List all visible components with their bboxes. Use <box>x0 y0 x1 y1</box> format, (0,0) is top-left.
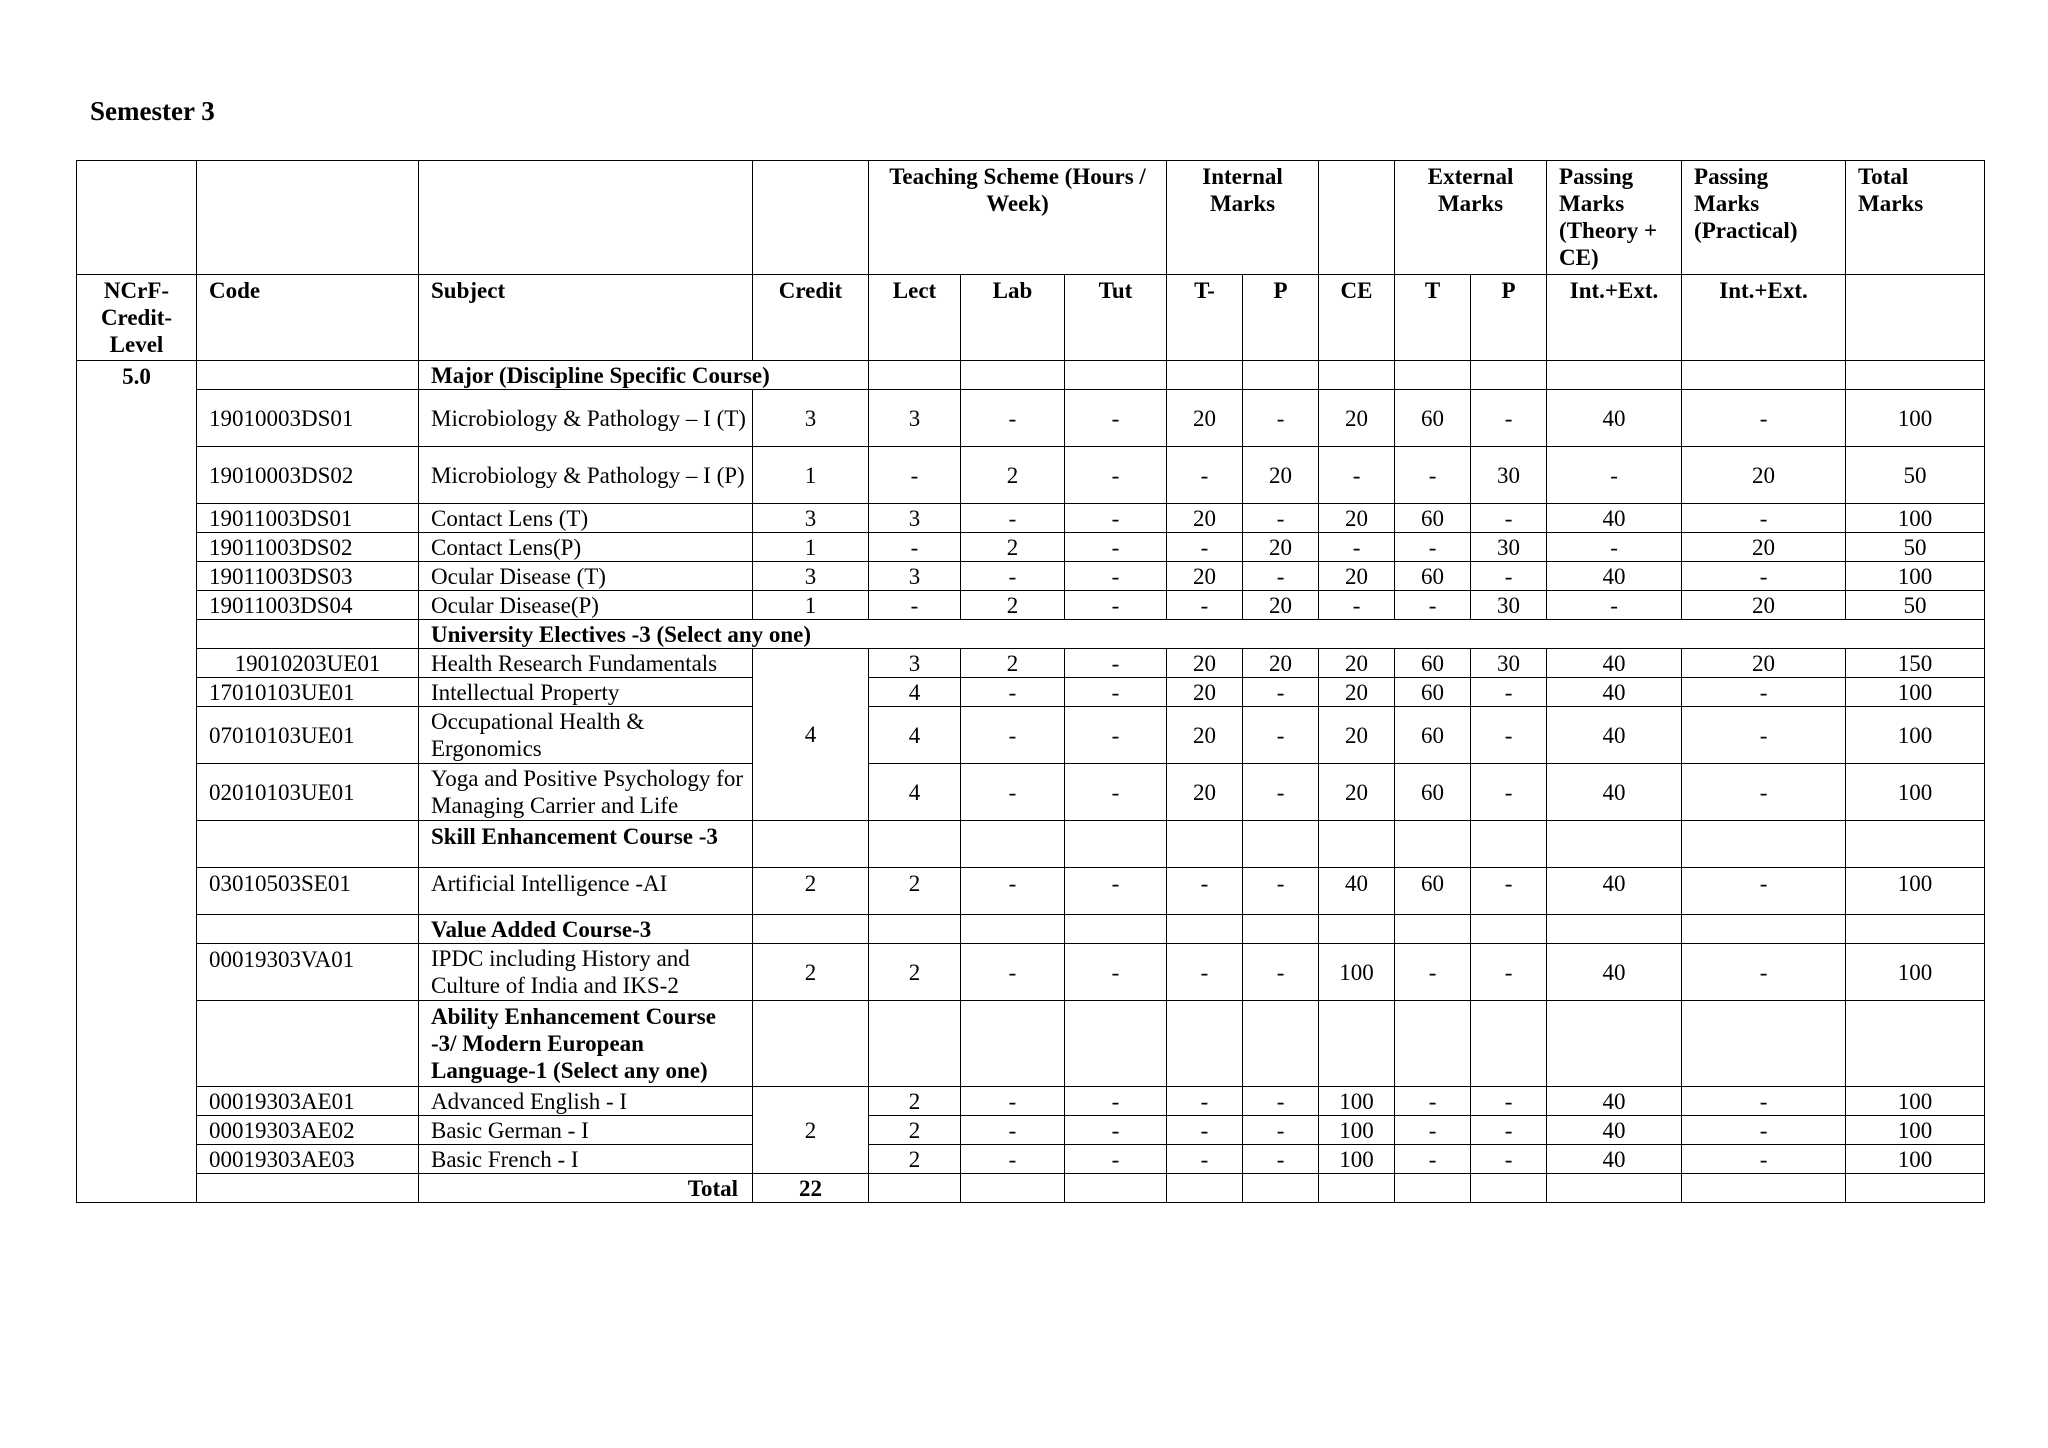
col-passing-theory: Int.+Ext. <box>1547 275 1682 361</box>
row-total: 100 <box>1846 944 1985 1001</box>
row-external-p: - <box>1471 1116 1547 1145</box>
row-ce: - <box>1319 447 1395 504</box>
row-external-p: - <box>1471 764 1547 821</box>
row-tut: - <box>1065 1145 1167 1174</box>
row-total: 50 <box>1846 533 1985 562</box>
row-external-p: - <box>1471 868 1547 915</box>
row-passing-theory: 40 <box>1547 562 1682 591</box>
row-passing-practical: - <box>1682 562 1846 591</box>
col-internal-p: P <box>1243 275 1319 361</box>
row-subject: Ocular Disease (T) <box>419 562 753 591</box>
row-lab: 2 <box>961 533 1065 562</box>
row-internal-t: 20 <box>1167 678 1243 707</box>
row-external-p: - <box>1471 562 1547 591</box>
row-total: 100 <box>1846 1087 1985 1116</box>
row-passing-theory: 40 <box>1547 868 1682 915</box>
row-tut: - <box>1065 447 1167 504</box>
row-internal-p: - <box>1243 562 1319 591</box>
total-label: Total <box>419 1174 753 1203</box>
row-ce: 20 <box>1319 504 1395 533</box>
row-external-t: 60 <box>1395 868 1471 915</box>
table-row <box>77 707 1985 764</box>
table-row <box>77 649 1985 678</box>
row-internal-t: - <box>1167 533 1243 562</box>
row-passing-theory: - <box>1547 533 1682 562</box>
col-lab: Lab <box>961 275 1065 361</box>
row-code: 19011003DS04 <box>197 591 419 620</box>
row-credit: 3 <box>753 504 869 533</box>
row-lect: 4 <box>869 707 961 764</box>
row-lect: 2 <box>869 1087 961 1116</box>
row-passing-practical: - <box>1682 707 1846 764</box>
total-row <box>77 1174 1985 1203</box>
row-total: 150 <box>1846 649 1985 678</box>
row-credit: 1 <box>753 533 869 562</box>
row-internal-p: 20 <box>1243 533 1319 562</box>
row-code: 00019303AE02 <box>197 1116 419 1145</box>
credit-level-value: 5.0 <box>77 361 197 1203</box>
section-university-electives: University Electives -3 (Select any one) <box>419 620 1985 649</box>
row-lect: 3 <box>869 649 961 678</box>
row-passing-practical: 20 <box>1682 649 1846 678</box>
row-internal-t: - <box>1167 868 1243 915</box>
row-ce: 100 <box>1319 1116 1395 1145</box>
row-external-p: 30 <box>1471 447 1547 504</box>
semester-table <box>76 160 1985 1203</box>
page-title: Semester 3 <box>90 96 215 126</box>
row-internal-t: - <box>1167 1116 1243 1145</box>
row-internal-p: - <box>1243 390 1319 447</box>
row-internal-t: - <box>1167 591 1243 620</box>
row-tut: - <box>1065 562 1167 591</box>
row-external-t: 60 <box>1395 764 1471 821</box>
table-row <box>77 504 1985 533</box>
row-lab: - <box>961 868 1065 915</box>
row-code: 19010003DS01 <box>197 390 419 447</box>
row-internal-p: - <box>1243 944 1319 1001</box>
row-passing-practical: - <box>1682 1145 1846 1174</box>
row-tut: - <box>1065 504 1167 533</box>
row-lab: 2 <box>961 447 1065 504</box>
row-total: 100 <box>1846 504 1985 533</box>
row-total: 100 <box>1846 764 1985 821</box>
row-passing-theory: 40 <box>1547 504 1682 533</box>
row-tut: - <box>1065 764 1167 821</box>
row-tut: - <box>1065 1087 1167 1116</box>
row-subject: IPDC including History and Culture of India and IKS-2 <box>419 944 753 1001</box>
section-row <box>77 915 1985 944</box>
row-internal-t: - <box>1167 1087 1243 1116</box>
row-credit: 1 <box>753 591 869 620</box>
row-internal-p: - <box>1243 707 1319 764</box>
row-external-p: 30 <box>1471 649 1547 678</box>
row-internal-t: 20 <box>1167 649 1243 678</box>
row-subject: Contact Lens(P) <box>419 533 753 562</box>
table-row <box>77 868 1985 915</box>
row-external-p: 30 <box>1471 533 1547 562</box>
row-internal-p: - <box>1243 504 1319 533</box>
row-passing-theory: 40 <box>1547 649 1682 678</box>
row-lect: - <box>869 591 961 620</box>
row-subject: Basic French - I <box>419 1145 753 1174</box>
col-ce: CE <box>1319 275 1395 361</box>
col-external-p: P <box>1471 275 1547 361</box>
row-lab: - <box>961 562 1065 591</box>
row-tut: - <box>1065 390 1167 447</box>
row-external-t: - <box>1395 447 1471 504</box>
row-lab: - <box>961 1087 1065 1116</box>
row-lect: 3 <box>869 390 961 447</box>
row-external-p: - <box>1471 390 1547 447</box>
row-total: 50 <box>1846 447 1985 504</box>
row-internal-p: 20 <box>1243 649 1319 678</box>
row-lect: 2 <box>869 944 961 1001</box>
table-row <box>77 764 1985 821</box>
row-ce: 20 <box>1319 707 1395 764</box>
row-ce: 20 <box>1319 649 1395 678</box>
table-row <box>77 533 1985 562</box>
section-row <box>77 1001 1985 1087</box>
row-subject: Yoga and Positive Psychology for Managing Carrier and Life <box>419 764 753 821</box>
table-row <box>77 678 1985 707</box>
row-subject: Microbiology & Pathology – I (T) <box>419 390 753 447</box>
row-total: 100 <box>1846 562 1985 591</box>
row-internal-t: - <box>1167 1145 1243 1174</box>
row-ce: 40 <box>1319 868 1395 915</box>
row-credit: 2 <box>753 868 869 915</box>
row-code: 19011003DS02 <box>197 533 419 562</box>
row-passing-theory: 40 <box>1547 1145 1682 1174</box>
row-lab: 2 <box>961 649 1065 678</box>
row-external-p: - <box>1471 707 1547 764</box>
row-credit: 4 <box>753 649 869 821</box>
row-external-t: - <box>1395 533 1471 562</box>
section-major: Major (Discipline Specific Course) <box>419 361 869 390</box>
table-row <box>77 591 1985 620</box>
row-lect: 2 <box>869 1116 961 1145</box>
row-code: 03010503SE01 <box>197 868 419 915</box>
row-passing-practical: - <box>1682 678 1846 707</box>
row-subject: Basic German - I <box>419 1116 753 1145</box>
row-external-t: 60 <box>1395 678 1471 707</box>
table-row <box>77 562 1985 591</box>
col-internal-t: T- <box>1167 275 1243 361</box>
row-external-p: - <box>1471 678 1547 707</box>
row-external-t: 60 <box>1395 504 1471 533</box>
row-lab: - <box>961 707 1065 764</box>
row-subject: Contact Lens (T) <box>419 504 753 533</box>
row-total: 100 <box>1846 1145 1985 1174</box>
row-code: 00019303AE03 <box>197 1145 419 1174</box>
row-lab: - <box>961 1145 1065 1174</box>
row-ce: - <box>1319 591 1395 620</box>
header-columns-row <box>77 275 1985 361</box>
row-code: 19011003DS01 <box>197 504 419 533</box>
row-passing-theory: 40 <box>1547 764 1682 821</box>
row-external-t: - <box>1395 591 1471 620</box>
row-code: 19010203UE01 <box>197 649 419 678</box>
row-internal-p: - <box>1243 868 1319 915</box>
row-ce: 20 <box>1319 764 1395 821</box>
col-code: Code <box>197 275 419 361</box>
row-lect: 4 <box>869 764 961 821</box>
row-lect: 3 <box>869 562 961 591</box>
row-tut: - <box>1065 944 1167 1001</box>
row-passing-theory: 40 <box>1547 390 1682 447</box>
row-total: 100 <box>1846 868 1985 915</box>
row-tut: - <box>1065 707 1167 764</box>
row-lab: - <box>961 504 1065 533</box>
total-credit: 22 <box>753 1174 869 1203</box>
row-ce: - <box>1319 533 1395 562</box>
row-external-t: - <box>1395 944 1471 1001</box>
row-subject: Artificial Intelligence -AI <box>419 868 753 915</box>
row-external-t: 60 <box>1395 707 1471 764</box>
header-teaching-scheme: Teaching Scheme (Hours / Week) <box>869 161 1167 275</box>
row-passing-practical: - <box>1682 1116 1846 1145</box>
header-passing-practical: Passing Marks (Practical) <box>1682 161 1846 275</box>
section-ability-enhancement: Ability Enhancement Course -3/ Modern European Language-1 (Select any one) <box>419 1001 753 1087</box>
row-subject: Ocular Disease(P) <box>419 591 753 620</box>
row-internal-p: - <box>1243 678 1319 707</box>
col-tut: Tut <box>1065 275 1167 361</box>
row-passing-theory: - <box>1547 447 1682 504</box>
col-lect: Lect <box>869 275 961 361</box>
row-internal-t: 20 <box>1167 390 1243 447</box>
row-credit: 3 <box>753 562 869 591</box>
section-skill-enhancement: Skill Enhancement Course -3 <box>419 821 753 868</box>
row-passing-practical: 20 <box>1682 591 1846 620</box>
row-ce: 20 <box>1319 678 1395 707</box>
table-row <box>77 447 1985 504</box>
row-passing-practical: 20 <box>1682 533 1846 562</box>
row-external-p: - <box>1471 944 1547 1001</box>
row-internal-t: 20 <box>1167 562 1243 591</box>
row-code: 19010003DS02 <box>197 447 419 504</box>
row-total: 100 <box>1846 390 1985 447</box>
row-credit: 3 <box>753 390 869 447</box>
row-credit: 2 <box>753 944 869 1001</box>
row-external-p: - <box>1471 1087 1547 1116</box>
row-passing-practical: - <box>1682 868 1846 915</box>
row-external-t: - <box>1395 1087 1471 1116</box>
row-external-t: - <box>1395 1116 1471 1145</box>
header-external-marks: External Marks <box>1395 161 1547 275</box>
row-external-p: 30 <box>1471 591 1547 620</box>
row-lab: - <box>961 678 1065 707</box>
row-external-t: 60 <box>1395 562 1471 591</box>
row-subject: Advanced English - I <box>419 1087 753 1116</box>
col-credit: Credit <box>753 275 869 361</box>
row-ce: 20 <box>1319 562 1395 591</box>
row-internal-p: 20 <box>1243 591 1319 620</box>
row-tut: - <box>1065 591 1167 620</box>
row-passing-theory: 40 <box>1547 678 1682 707</box>
row-internal-p: - <box>1243 764 1319 821</box>
table-row <box>77 1116 1985 1145</box>
row-subject: Microbiology & Pathology – I (P) <box>419 447 753 504</box>
row-lect: 3 <box>869 504 961 533</box>
col-external-t: T <box>1395 275 1471 361</box>
row-internal-t: - <box>1167 447 1243 504</box>
table-row <box>77 1145 1985 1174</box>
row-code: 07010103UE01 <box>197 707 419 764</box>
row-credit: 2 <box>753 1087 869 1174</box>
row-tut: - <box>1065 868 1167 915</box>
row-ce: 100 <box>1319 1145 1395 1174</box>
row-external-t: 60 <box>1395 390 1471 447</box>
row-external-t: - <box>1395 1145 1471 1174</box>
row-passing-theory: 40 <box>1547 1087 1682 1116</box>
section-row <box>77 361 1985 390</box>
row-subject: Health Research Fundamentals <box>419 649 753 678</box>
row-credit: 1 <box>753 447 869 504</box>
section-row <box>77 620 1985 649</box>
row-passing-practical: - <box>1682 504 1846 533</box>
col-level: NCrF-Credit-Level <box>77 275 197 361</box>
row-passing-practical: - <box>1682 1087 1846 1116</box>
row-passing-practical: - <box>1682 944 1846 1001</box>
table-row <box>77 1087 1985 1116</box>
row-total: 100 <box>1846 1116 1985 1145</box>
row-passing-practical: 20 <box>1682 447 1846 504</box>
row-passing-theory: - <box>1547 591 1682 620</box>
row-tut: - <box>1065 678 1167 707</box>
row-lab: 2 <box>961 591 1065 620</box>
row-total: 100 <box>1846 707 1985 764</box>
row-external-t: 60 <box>1395 649 1471 678</box>
row-code: 19011003DS03 <box>197 562 419 591</box>
row-ce: 100 <box>1319 944 1395 1001</box>
row-subject: Intellectual Property <box>419 678 753 707</box>
row-passing-practical: - <box>1682 764 1846 821</box>
col-subject: Subject <box>419 275 753 361</box>
row-passing-theory: 40 <box>1547 944 1682 1001</box>
header-internal-marks: Internal Marks <box>1167 161 1319 275</box>
row-lect: 4 <box>869 678 961 707</box>
row-internal-t: 20 <box>1167 764 1243 821</box>
row-code: 17010103UE01 <box>197 678 419 707</box>
row-code: 02010103UE01 <box>197 764 419 821</box>
row-external-p: - <box>1471 1145 1547 1174</box>
header-top-row <box>77 161 1985 275</box>
row-lect: - <box>869 447 961 504</box>
row-code: 00019303VA01 <box>197 944 419 1001</box>
row-subject: Occupational Health & Ergonomics <box>419 707 753 764</box>
row-lab: - <box>961 1116 1065 1145</box>
row-tut: - <box>1065 1116 1167 1145</box>
section-value-added: Value Added Course-3 <box>419 915 753 944</box>
row-internal-t: - <box>1167 944 1243 1001</box>
header-total-marks: Total Marks <box>1846 161 1985 275</box>
row-lab: - <box>961 390 1065 447</box>
row-internal-p: - <box>1243 1087 1319 1116</box>
row-ce: 100 <box>1319 1087 1395 1116</box>
row-internal-p: 20 <box>1243 447 1319 504</box>
section-row <box>77 821 1985 868</box>
row-lect: - <box>869 533 961 562</box>
row-lab: - <box>961 764 1065 821</box>
row-total: 50 <box>1846 591 1985 620</box>
table-row <box>77 944 1985 1001</box>
row-internal-p: - <box>1243 1145 1319 1174</box>
row-code: 00019303AE01 <box>197 1087 419 1116</box>
row-tut: - <box>1065 533 1167 562</box>
row-external-p: - <box>1471 504 1547 533</box>
row-lect: 2 <box>869 1145 961 1174</box>
row-passing-theory: 40 <box>1547 1116 1682 1145</box>
table-row <box>77 390 1985 447</box>
row-ce: 20 <box>1319 390 1395 447</box>
row-internal-p: - <box>1243 1116 1319 1145</box>
row-passing-practical: - <box>1682 390 1846 447</box>
row-passing-theory: 40 <box>1547 707 1682 764</box>
row-lab: - <box>961 944 1065 1001</box>
row-internal-t: 20 <box>1167 504 1243 533</box>
row-lect: 2 <box>869 868 961 915</box>
row-internal-t: 20 <box>1167 707 1243 764</box>
row-total: 100 <box>1846 678 1985 707</box>
col-passing-practical: Int.+Ext. <box>1682 275 1846 361</box>
row-tut: - <box>1065 649 1167 678</box>
header-passing-theory: Passing Marks (Theory + CE) <box>1547 161 1682 275</box>
